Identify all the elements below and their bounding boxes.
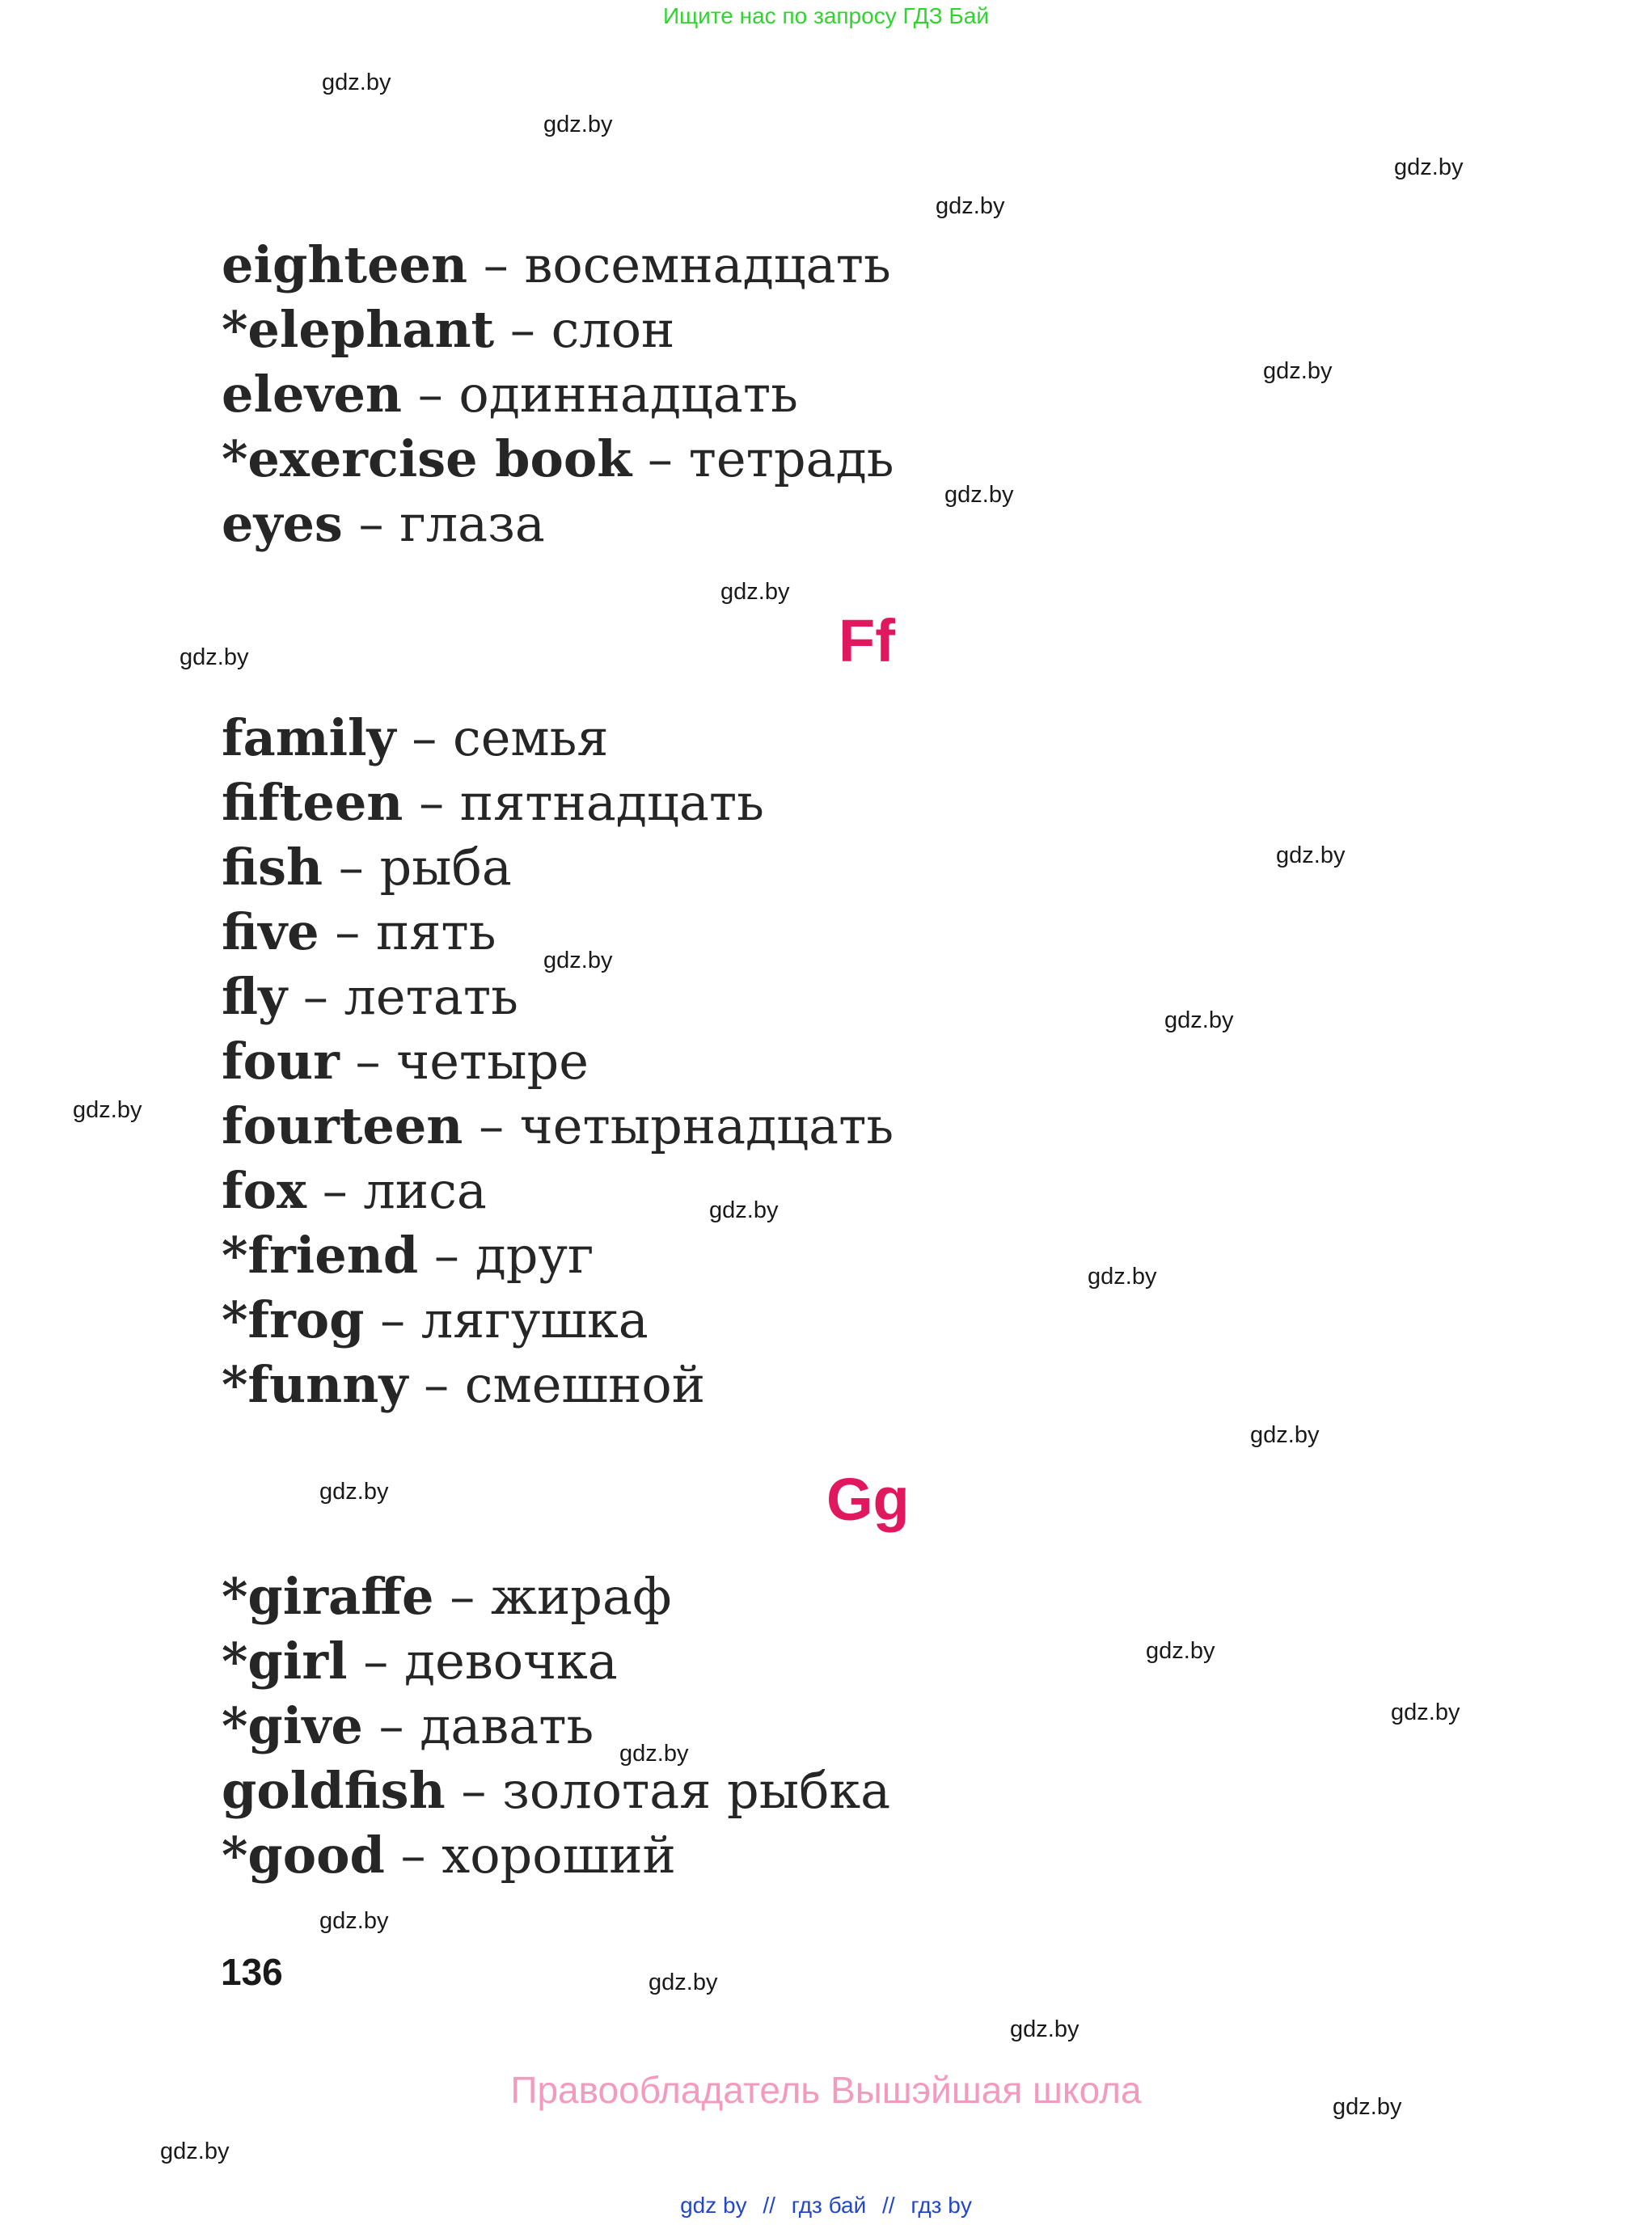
- entry-dash: –: [418, 1226, 475, 1285]
- entry-russian: восемнадцать: [524, 235, 891, 294]
- footer-separator: //: [882, 2193, 895, 2218]
- entry-dash: –: [384, 1826, 442, 1885]
- entry-russian: четырнадцать: [519, 1096, 894, 1155]
- entry-russian: одиннадцать: [458, 365, 798, 424]
- watermark: gdz.by: [543, 948, 613, 973]
- entry-english: family: [222, 708, 396, 767]
- entry-russian: пятнадцать: [459, 773, 764, 832]
- entry-russian: летать: [344, 967, 518, 1026]
- entry-english: *girl: [222, 1632, 348, 1691]
- entry-russian: смешной: [464, 1355, 706, 1414]
- entry-english: five: [222, 902, 319, 961]
- watermark: gdz.by: [180, 644, 249, 670]
- entry-dash: –: [403, 773, 460, 832]
- entry-russian: рыба: [379, 838, 512, 897]
- watermark: gdz.by: [322, 70, 391, 95]
- entry-russian: четыре: [396, 1032, 589, 1091]
- entry-eleven: [222, 362, 798, 427]
- entry-russian: золотая рыбка: [502, 1761, 891, 1820]
- entry-dash: –: [632, 429, 689, 488]
- entry-dash: –: [342, 494, 400, 553]
- footer-separator: //: [763, 2193, 775, 2218]
- watermark: gdz.by: [936, 193, 1005, 219]
- entry-russian: лягушка: [420, 1290, 649, 1349]
- entry-family: [222, 706, 609, 771]
- entry-dash: –: [323, 838, 380, 897]
- copyright-notice: Правообладатель Вышэйшая школа: [510, 2069, 1142, 2111]
- watermark: gdz.by: [73, 1097, 142, 1123]
- entry-dash: –: [467, 235, 525, 294]
- watermark: gdz.by: [720, 579, 790, 605]
- section-letter-f: Ff: [839, 607, 895, 674]
- watermark: gdz.by: [944, 482, 1014, 508]
- entry-english: *frog: [222, 1290, 365, 1349]
- entry-dash: –: [445, 1761, 503, 1820]
- entry-russian: семья: [453, 708, 609, 767]
- entry-goldfish: [222, 1758, 890, 1823]
- watermark: gdz.by: [1010, 2016, 1080, 2042]
- entry-english: fish: [222, 838, 323, 897]
- entry-english: four: [222, 1032, 340, 1091]
- entry-russian: лиса: [363, 1161, 487, 1220]
- watermark: gdz.by: [1394, 154, 1464, 180]
- watermark: gdz.by: [160, 2138, 230, 2164]
- entry-fish: [222, 835, 512, 900]
- entry-russian: пять: [375, 902, 496, 961]
- entry-english: fifteen: [222, 773, 403, 832]
- entry-dash: –: [362, 1696, 420, 1755]
- section-letter-g: Gg: [826, 1466, 910, 1533]
- entry-english: eyes: [222, 494, 343, 553]
- entry-eyes: [222, 492, 545, 556]
- entry-russian: слон: [551, 300, 675, 359]
- entry-dash: –: [402, 365, 459, 424]
- watermark: gdz.by: [1088, 1264, 1157, 1290]
- entry-english: fourteen: [222, 1096, 463, 1155]
- entry-english: fox: [222, 1161, 306, 1220]
- watermark: gdz.by: [649, 1970, 718, 1995]
- footer-link-gdz-bai[interactable]: гдз бай: [791, 2193, 867, 2218]
- page-number: 136: [221, 1951, 283, 1993]
- watermark: gdz.by: [1276, 842, 1346, 868]
- entry-english: *exercise book: [222, 429, 632, 488]
- entry-dash: –: [433, 1567, 491, 1626]
- entry-fourteen: [222, 1094, 894, 1159]
- entry-funny: [222, 1353, 705, 1417]
- entry-dash: –: [494, 300, 551, 359]
- watermark: gdz.by: [709, 1197, 779, 1223]
- entry-dash: –: [319, 902, 376, 961]
- entry-exercise-book: [222, 427, 894, 492]
- entry-girl: [222, 1629, 618, 1694]
- entry-dash: –: [395, 708, 453, 767]
- entry-russian: жираф: [490, 1567, 672, 1626]
- entry-russian: тетрадь: [688, 429, 894, 488]
- entry-giraffe: [222, 1564, 671, 1629]
- entry-dash: –: [306, 1161, 364, 1220]
- watermark: gdz.by: [1164, 1007, 1234, 1033]
- entry-russian: хороший: [442, 1826, 676, 1885]
- entry-fifteen: [222, 771, 764, 835]
- entry-russian: глаза: [399, 494, 545, 553]
- entry-good: [222, 1823, 676, 1888]
- footer-links: [0, 2193, 1652, 2219]
- entry-english: eleven: [222, 365, 402, 424]
- entry-english: fly: [222, 967, 288, 1026]
- entry-english: *elephant: [222, 300, 495, 359]
- entry-five: [222, 900, 496, 965]
- entry-elephant: [222, 298, 674, 362]
- entry-english: *friend: [222, 1226, 419, 1285]
- watermark: gdz.by: [319, 1479, 389, 1505]
- entry-dash: –: [287, 967, 344, 1026]
- entry-four: [222, 1029, 589, 1094]
- entry-russian: давать: [420, 1696, 594, 1755]
- entry-english: eighteen: [222, 235, 468, 294]
- footer-link-gdz-by[interactable]: gdz by: [680, 2193, 747, 2218]
- entry-friend: [222, 1223, 594, 1288]
- entry-dash: –: [364, 1290, 421, 1349]
- entry-russian: друг: [475, 1226, 594, 1285]
- watermark: gdz.by: [319, 1908, 389, 1934]
- entry-eighteen: [222, 233, 891, 298]
- watermark: gdz.by: [1250, 1422, 1320, 1448]
- entry-frog: [222, 1288, 649, 1353]
- entry-english: *funny: [222, 1355, 408, 1414]
- entry-russian: девочка: [403, 1632, 618, 1691]
- entry-give: [222, 1694, 594, 1758]
- entry-fox: [222, 1159, 487, 1223]
- top-banner[interactable]: Ищите нас по запросу ГДЗ Бай: [662, 3, 990, 28]
- entry-dash: –: [463, 1096, 520, 1155]
- watermark: gdz.by: [1146, 1638, 1215, 1664]
- entry-dash: –: [408, 1355, 465, 1414]
- entry-english: *giraffe: [222, 1567, 434, 1626]
- watermark: gdz.by: [543, 112, 613, 137]
- entry-dash: –: [347, 1632, 404, 1691]
- watermark: gdz.by: [1333, 2094, 1402, 2120]
- entry-fly: [222, 965, 518, 1029]
- entry-english: *give: [222, 1696, 363, 1755]
- entry-english: goldfish: [222, 1761, 446, 1820]
- watermark: gdz.by: [1263, 358, 1333, 384]
- watermark: gdz.by: [1391, 1699, 1460, 1725]
- entry-dash: –: [339, 1032, 397, 1091]
- entry-english: *good: [222, 1826, 385, 1885]
- watermark: gdz.by: [619, 1741, 689, 1767]
- footer-link-gdz-by-cyr[interactable]: гдз by: [911, 2193, 972, 2218]
